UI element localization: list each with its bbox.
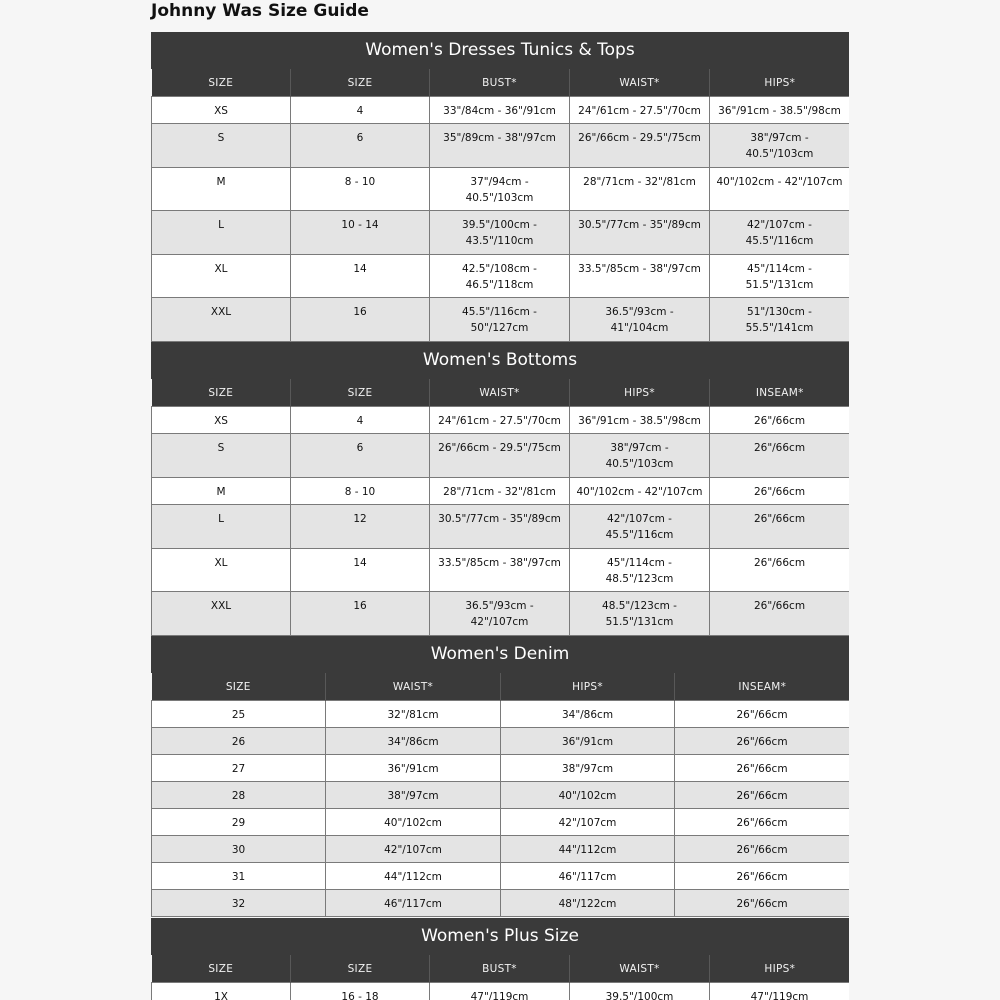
column-header: WAIST* — [570, 955, 710, 983]
table-cell: 26"/66cm — [710, 592, 850, 636]
table-row — [152, 890, 850, 917]
table-cell: XS — [152, 407, 291, 434]
table-cell: 8 - 10 — [291, 478, 430, 505]
table-cell: 33.5"/85cm - 38"/97cm — [430, 549, 570, 592]
size-guide-sheet — [151, 32, 849, 1000]
table-cell: 4 — [291, 97, 430, 124]
table-cell: 12 — [291, 505, 430, 549]
table-cell: 38"/97cm — [501, 755, 675, 782]
table-cell: 6 — [291, 124, 430, 168]
table-cell: 42"/107cm - 45.5"/116cm — [710, 211, 850, 255]
column-header: SIZE — [291, 379, 430, 407]
column-header: SIZE — [291, 69, 430, 97]
dresses-header-row — [152, 69, 850, 97]
column-header: WAIST* — [326, 673, 501, 701]
table-cell: 36"/91cm — [501, 728, 675, 755]
table-cell: 45"/114cm - 48.5"/123cm — [570, 549, 710, 592]
column-header: SIZE — [291, 955, 430, 983]
table-cell: 32 — [152, 890, 326, 917]
table-cell: 39.5"/100cm - 43.5"/110cm — [430, 211, 570, 255]
table-cell: S — [152, 124, 291, 168]
table-cell: 26"/66cm — [710, 549, 850, 592]
table-row — [152, 255, 850, 298]
table-cell: 36"/91cm - 38.5"/98cm — [710, 97, 850, 124]
table-cell: 45.5"/116cm - 50"/127cm — [430, 298, 570, 342]
table-cell: 26"/66cm — [710, 478, 850, 505]
column-header: SIZE — [152, 69, 291, 97]
table-cell: 26"/66cm — [675, 836, 850, 863]
table-row — [152, 298, 850, 342]
table-cell: M — [152, 478, 291, 505]
table-cell: 16 — [291, 592, 430, 636]
table-cell: 28"/71cm - 32"/81cm — [430, 478, 570, 505]
table-cell: XXL — [152, 592, 291, 636]
table-cell: 48.5"/123cm - 51.5"/131cm — [570, 592, 710, 636]
table-cell: 28 — [152, 782, 326, 809]
table-cell: 34"/86cm — [326, 728, 501, 755]
table-cell: 6 — [291, 434, 430, 478]
table-cell: 1X — [152, 983, 291, 1000]
table-row — [152, 505, 850, 549]
table-cell: L — [152, 211, 291, 255]
table-cell: 26 — [152, 728, 326, 755]
bottoms-header-row — [152, 379, 850, 407]
table-cell: 48"/122cm — [501, 890, 675, 917]
table-cell: XL — [152, 255, 291, 298]
table-cell: 26"/66cm — [675, 890, 850, 917]
table-cell: 25 — [152, 701, 326, 728]
table-cell: 26"/66cm — [675, 809, 850, 836]
table-row — [152, 434, 850, 478]
plus-section-title: Women's Plus Size — [151, 918, 849, 955]
table-cell: 36.5"/93cm - 42"/107cm — [430, 592, 570, 636]
table-cell: 26"/66cm — [710, 407, 850, 434]
table-cell: 40"/102cm - 42"/107cm — [710, 168, 850, 211]
table-row — [152, 809, 850, 836]
table-cell: 45"/114cm - 51.5"/131cm — [710, 255, 850, 298]
table-cell: 33"/84cm - 36"/91cm — [430, 97, 570, 124]
table-cell: 44"/112cm — [326, 863, 501, 890]
table-row — [152, 728, 850, 755]
table-cell: 26"/66cm — [675, 863, 850, 890]
table-cell: 14 — [291, 255, 430, 298]
table-cell: 40"/102cm — [501, 782, 675, 809]
denim-section-title: Women's Denim — [151, 636, 849, 673]
denim-header-row — [152, 673, 850, 701]
table-cell: 34"/86cm — [501, 701, 675, 728]
table-cell: XXL — [152, 298, 291, 342]
column-header: INSEAM* — [710, 379, 850, 407]
table-cell: 29 — [152, 809, 326, 836]
table-row — [152, 211, 850, 255]
table-cell: 40"/102cm - 42"/107cm — [570, 478, 710, 505]
table-row — [152, 836, 850, 863]
table-cell: 24"/61cm - 27.5"/70cm — [430, 407, 570, 434]
column-header: BUST* — [430, 69, 570, 97]
denim-table — [151, 673, 849, 917]
table-cell: 28"/71cm - 32"/81cm — [570, 168, 710, 211]
table-cell: 36"/91cm - 38.5"/98cm — [570, 407, 710, 434]
column-header: HIPS* — [570, 379, 710, 407]
table-cell: 26"/66cm — [675, 782, 850, 809]
table-cell: 47"/119cm — [430, 983, 570, 1000]
table-cell: 27 — [152, 755, 326, 782]
bottoms-table — [151, 379, 849, 636]
column-header: INSEAM* — [675, 673, 850, 701]
column-header: HIPS* — [710, 955, 850, 983]
table-cell: XS — [152, 97, 291, 124]
table-cell: 26"/66cm — [675, 728, 850, 755]
table-cell: 26"/66cm - 29.5"/75cm — [570, 124, 710, 168]
table-cell: 42"/107cm - 45.5"/116cm — [570, 505, 710, 549]
table-cell: 10 - 14 — [291, 211, 430, 255]
table-row — [152, 549, 850, 592]
table-row — [152, 592, 850, 636]
table-cell: 26"/66cm - 29.5"/75cm — [430, 434, 570, 478]
column-header: SIZE — [152, 379, 291, 407]
table-row — [152, 983, 850, 1000]
table-cell: 47"/119cm — [710, 983, 850, 1000]
dresses-table — [151, 69, 849, 342]
table-row — [152, 97, 850, 124]
table-cell: 44"/112cm — [501, 836, 675, 863]
table-cell: 16 - 18 — [291, 983, 430, 1000]
table-row — [152, 863, 850, 890]
column-header: SIZE — [152, 673, 326, 701]
column-header: HIPS* — [710, 69, 850, 97]
table-cell: 26"/66cm — [710, 505, 850, 549]
column-header: WAIST* — [570, 69, 710, 97]
table-cell: 8 - 10 — [291, 168, 430, 211]
column-header: BUST* — [430, 955, 570, 983]
table-row — [152, 755, 850, 782]
table-cell: 30.5"/77cm - 35"/89cm — [570, 211, 710, 255]
table-cell: 30.5"/77cm - 35"/89cm — [430, 505, 570, 549]
table-row — [152, 701, 850, 728]
table-cell: 32"/81cm — [326, 701, 501, 728]
table-cell: 37"/94cm - 40.5"/103cm — [430, 168, 570, 211]
table-row — [152, 168, 850, 211]
table-cell: 26"/66cm — [675, 755, 850, 782]
table-cell: 46"/117cm — [501, 863, 675, 890]
table-cell: 40"/102cm — [326, 809, 501, 836]
table-cell: 14 — [291, 549, 430, 592]
table-cell: 4 — [291, 407, 430, 434]
table-cell: 38"/97cm - 40.5"/103cm — [570, 434, 710, 478]
table-cell: S — [152, 434, 291, 478]
bottoms-section-title: Women's Bottoms — [151, 342, 849, 379]
plus-header-row — [152, 955, 850, 983]
table-row — [152, 782, 850, 809]
table-cell: 46"/117cm — [326, 890, 501, 917]
plus-table — [151, 955, 849, 1000]
table-cell: 36"/91cm — [326, 755, 501, 782]
dresses-section-title: Women's Dresses Tunics & Tops — [151, 32, 849, 69]
table-cell: 26"/66cm — [675, 701, 850, 728]
table-cell: 36.5"/93cm - 41"/104cm — [570, 298, 710, 342]
table-cell: 39.5"/100cm — [570, 983, 710, 1000]
table-cell: 42.5"/108cm - 46.5"/118cm — [430, 255, 570, 298]
table-cell: 38"/97cm — [326, 782, 501, 809]
table-row — [152, 407, 850, 434]
table-row — [152, 124, 850, 168]
table-cell: 42"/107cm — [326, 836, 501, 863]
table-cell: 42"/107cm — [501, 809, 675, 836]
page-title: Johnny Was Size Guide — [151, 1, 369, 21]
table-cell: 33.5"/85cm - 38"/97cm — [570, 255, 710, 298]
table-cell: XL — [152, 549, 291, 592]
table-cell: 31 — [152, 863, 326, 890]
table-cell: 30 — [152, 836, 326, 863]
table-row — [152, 478, 850, 505]
table-cell: 16 — [291, 298, 430, 342]
table-cell: 38"/97cm - 40.5"/103cm — [710, 124, 850, 168]
column-header: WAIST* — [430, 379, 570, 407]
table-cell: 51"/130cm - 55.5"/141cm — [710, 298, 850, 342]
column-header: SIZE — [152, 955, 291, 983]
column-header: HIPS* — [501, 673, 675, 701]
table-cell: M — [152, 168, 291, 211]
table-cell: 24"/61cm - 27.5"/70cm — [570, 97, 710, 124]
table-cell: L — [152, 505, 291, 549]
table-cell: 35"/89cm - 38"/97cm — [430, 124, 570, 168]
table-cell: 26"/66cm — [710, 434, 850, 478]
